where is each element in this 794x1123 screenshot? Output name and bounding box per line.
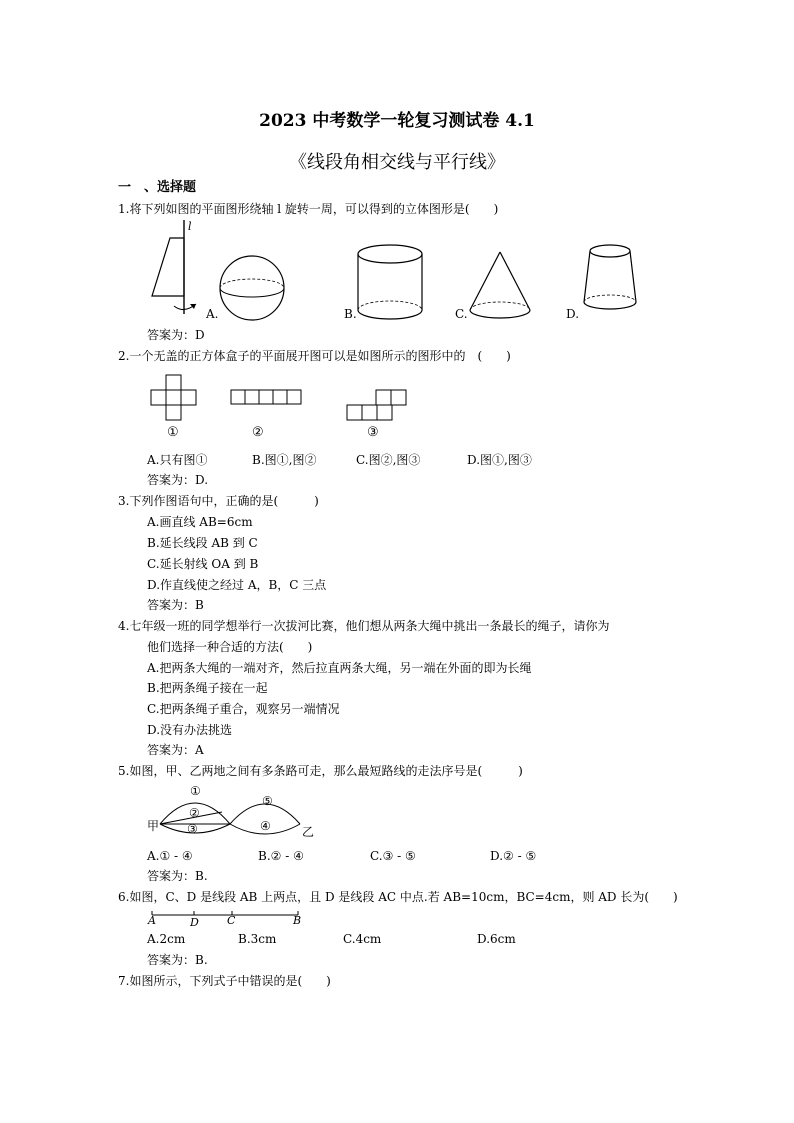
q6-point-a: A — [148, 914, 156, 927]
section-heading: 一 、选择题 — [118, 180, 197, 195]
page-subtitle: 《线段角相交线与平行线》 — [289, 152, 505, 173]
q3-option-d: D.作直线使之经过 A，B，C 三点 — [147, 578, 327, 592]
q3-answer: 答案为：B — [147, 598, 204, 612]
q5-stem: 5.如图，甲、乙两地之间有多条路可走，那么最短路线的走法序号是( ) — [118, 764, 523, 778]
q1-answer: 答案为：D — [147, 328, 205, 342]
q6-point-d: D — [190, 916, 199, 929]
q4-option-c: C.把两条绳子重合，观察另一端情况 — [147, 702, 340, 716]
q6-option-d: D.6cm — [477, 932, 516, 946]
q2-option-c: C.图②,图③ — [356, 453, 421, 467]
q1-stem: 1.将下列如图的平面图形绕轴 l 旋转一周，可以得到的立体图形是( ) — [118, 202, 499, 216]
q2-answer: 答案为：D. — [147, 473, 209, 487]
q1-trapezoid-figure — [140, 218, 210, 322]
q4-option-b: B.把两条绳子接在一起 — [147, 681, 268, 695]
q1-option-b: B. — [344, 307, 357, 321]
q1-axis-label: l — [188, 220, 192, 233]
q5-place-yi: 乙 — [302, 825, 315, 839]
q2-option-b: B.图①,图② — [252, 453, 317, 467]
q2-option-d: D.图①,图③ — [467, 453, 532, 467]
q5-route-label-1: ① — [190, 784, 201, 798]
q3-option-c: C.延长射线 OA 到 B — [147, 557, 259, 571]
page-title: 2023 中考数学一轮复习测试卷 4.1 — [259, 111, 535, 131]
q1-option-d: D. — [566, 307, 580, 321]
q1-option-c: C. — [455, 307, 468, 321]
q4-answer: 答案为：A — [147, 743, 204, 757]
q5-option-b: B.② - ④ — [258, 849, 304, 863]
q2-fig-label-2: ② — [252, 425, 264, 440]
q5-route-figure — [160, 784, 310, 842]
q4-stem-line2: 他们选择一种合适的方法( ) — [147, 640, 313, 654]
q1-frustum-figure — [582, 244, 642, 318]
q3-option-b: B.延长线段 AB 到 C — [147, 536, 258, 550]
q5-option-d: D.② - ⑤ — [490, 849, 537, 863]
q3-option-a: A.画直线 AB=6cm — [147, 515, 253, 529]
q5-route-label-2: ② — [189, 806, 200, 820]
q7-stem: 7.如图所示，下列式子中错误的是( ) — [118, 974, 331, 988]
q6-point-b: B — [293, 914, 302, 927]
q5-option-a: A.① - ④ — [147, 849, 193, 863]
q6-stem: 6.如图，C、D 是线段 AB 上两点，且 D 是线段 AC 中点.若 AB=10cm，BC=4cm，则 AD 长为( ) — [118, 890, 678, 904]
q4-option-a: A.把两条大绳的一端对齐，然后拉直两条大绳，另一端在外面的即为长绳 — [147, 661, 532, 675]
q2-net-2-figure — [230, 389, 306, 411]
q6-option-c: C.4cm — [343, 932, 382, 946]
q1-sphere-figure — [218, 254, 288, 328]
q2-fig-label-3: ③ — [367, 425, 379, 440]
q6-option-b: B.3cm — [238, 932, 277, 946]
q2-stem: 2.一个无盖的正方体盒子的平面展开图可以是如图所示的图形中的 ( ) — [118, 349, 511, 363]
q3-stem: 3.下列作图语句中，正确的是( ) — [118, 494, 319, 508]
q5-answer: 答案为：B. — [147, 869, 208, 883]
q2-option-a: A.只有图① — [147, 453, 208, 467]
q6-option-a: A.2cm — [147, 932, 186, 946]
q2-fig-label-1: ① — [167, 425, 179, 440]
q1-cylinder-figure — [356, 244, 426, 328]
q2-net-1-figure — [150, 374, 200, 426]
q1-cone-figure — [468, 250, 534, 326]
q4-option-d: D.没有办法挑选 — [147, 723, 233, 737]
q6-answer: 答案为：B. — [147, 953, 208, 967]
q5-route-label-3: ③ — [187, 822, 198, 836]
q2-net-3-figure — [346, 389, 422, 427]
q6-point-c: C — [227, 914, 236, 927]
q1-option-a: A. — [206, 307, 219, 321]
q5-route-label-5: ⑤ — [262, 794, 273, 808]
q5-route-label-4: ④ — [260, 819, 271, 833]
q5-option-c: C.③ - ⑤ — [370, 849, 416, 863]
q4-stem-line1: 4.七年级一班的同学想举行一次拔河比赛，他们想从两条大绳中挑出一条最长的绳子，请你为 — [118, 619, 610, 633]
q5-place-jia: 甲 — [147, 819, 160, 833]
